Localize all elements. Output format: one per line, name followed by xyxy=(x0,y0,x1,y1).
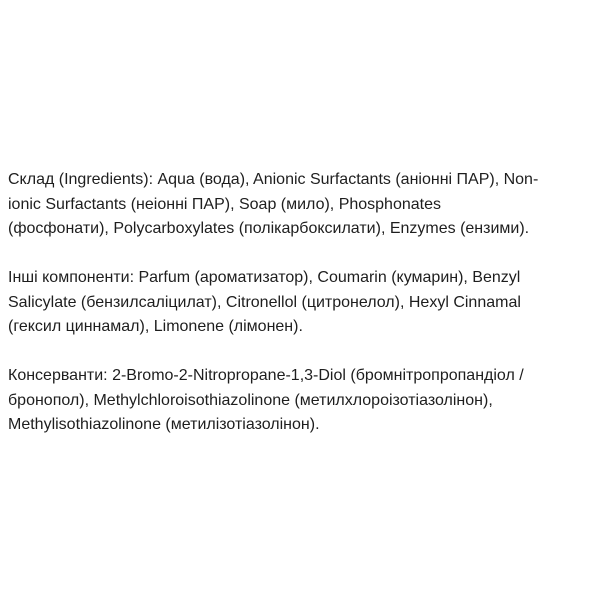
text-line: ionic Surfactants (неіонні ПАР), Soap (мило), Phosphonates xyxy=(8,195,441,213)
text-line: Склад (Ingredients): Aqua (вода), Anionic Surfactants (аніонні ПАР), Non- xyxy=(8,171,539,188)
text-line: Salicylate (бензилсаліцилат), Citronellol (цитронелол), Hexyl Cinnamal xyxy=(8,293,521,311)
other-components-paragraph xyxy=(8,266,592,340)
ingredients-text-block xyxy=(8,168,592,462)
text-line: (гексил циннамал), Limonene (лімонен). xyxy=(8,318,303,335)
text-line: (фосфонати), Polycarboxylates (полікарбоксилати), Enzymes (ензими). xyxy=(8,220,530,237)
preservatives-paragraph xyxy=(8,364,592,438)
text-line: бронопол), Methylchloroisothiazolinone (метилхлороізотіазолінон), xyxy=(8,391,493,409)
text-line: Консерванти: 2-Bromo-2-Nitropropane-1,3-Diol (бромнітропропандіол / xyxy=(8,367,524,384)
text-line: Methylisothiazolinone (метилізотіазолінон). xyxy=(8,416,320,433)
text-line: Інші компоненти: Parfum (ароматизатор), Coumarin (кумарин), Benzyl xyxy=(8,269,521,286)
ingredients-paragraph xyxy=(8,168,592,242)
